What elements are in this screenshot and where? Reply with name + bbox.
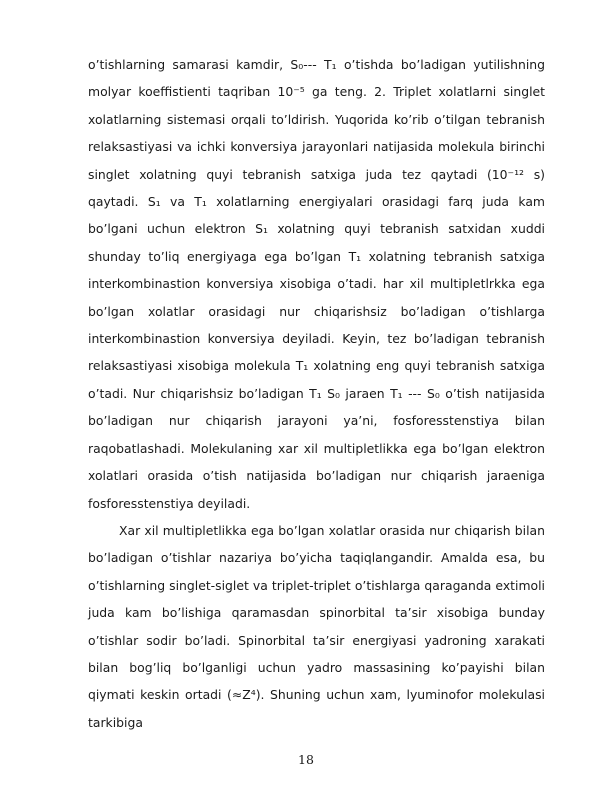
document-body xyxy=(88,51,545,736)
paragraph-2: Xar xil multipletlikka ega bo’lgan xolatlar orasida nur chiqarish bilan bo’ladigan o’tishlar nazariya bo’yicha taqiqlangandir. Amalda esa, bu o’tishlarning singlet-siglet va triplet-triplet o’tishlarga qaraganda extimoli juda kam bo’lishiga qaramasdan spinorbital ta’sir xisobiga bunday o’tishlar sodir bo’ladi. Spinorbital ta’sir energiyasi yadroning xarakati bilan bog’liq bo’lganligi uchun yadro massasining ko’payishi bilan qiymati keskin ortadi (≈Z⁴). Shuning uchun xam, lyuminofor molekulasi tarkibiga xyxy=(88,522,545,730)
page-number: 18 xyxy=(298,752,314,767)
paragraph-1: o’tishlarning samarasi kamdir, S₀--- T₁ o’tishda bo’ladigan yutilishning molyar koeffistienti taqriban 10⁻⁵ ga teng. 2. Triplet xolatlarni singlet xolatlarning sistemasi orqali to’ldirish. Yuqorida ko’rib o’tilgan tebranish relaksastiyasi va ichki konversiya jarayonlari natijasida molekula birinchi singlet xolatning quyi tebranish satxiga juda tez qaytadi (10⁻¹² s) qaytadi. S₁ va T₁ xolatlarning energiyalari orasidagi farq juda kam bo’lgani uchun elektron S₁ xolatning quyi tebranish satxidan xuddi shunday to’liq energiyaga ega bo’lgan T₁ xolatning tebranish satxiga interkombinastion konversiya xisobiga o’tadi. har xil multipletlrkka ega bo’lgan xolatlar orasidagi nur chiqarishsiz bo’ladigan o’tishlarga interkombinastion konversiya deyiladi. Keyin, tez bo’ladigan tebranish relaksastiyasi xisobiga molekula T₁ xolatning eng quyi tebranish satxiga o’tadi. Nur chiqarishsiz bo’ladigan T₁ S₀ jaraen T₁ --- S₀ o’tish natijasida bo’ladigan nur chiqarish jarayoni ya’ni, fosforesstenstiya bilan raqobatlashadi. Molekulaning xar xil multipletlikka ega bo’lgan elektron xolatlari orasida o’tish natijasida bo’ladigan nur chiqarish jaraeniga fosforesstenstiya deyiladi. xyxy=(88,57,545,511)
